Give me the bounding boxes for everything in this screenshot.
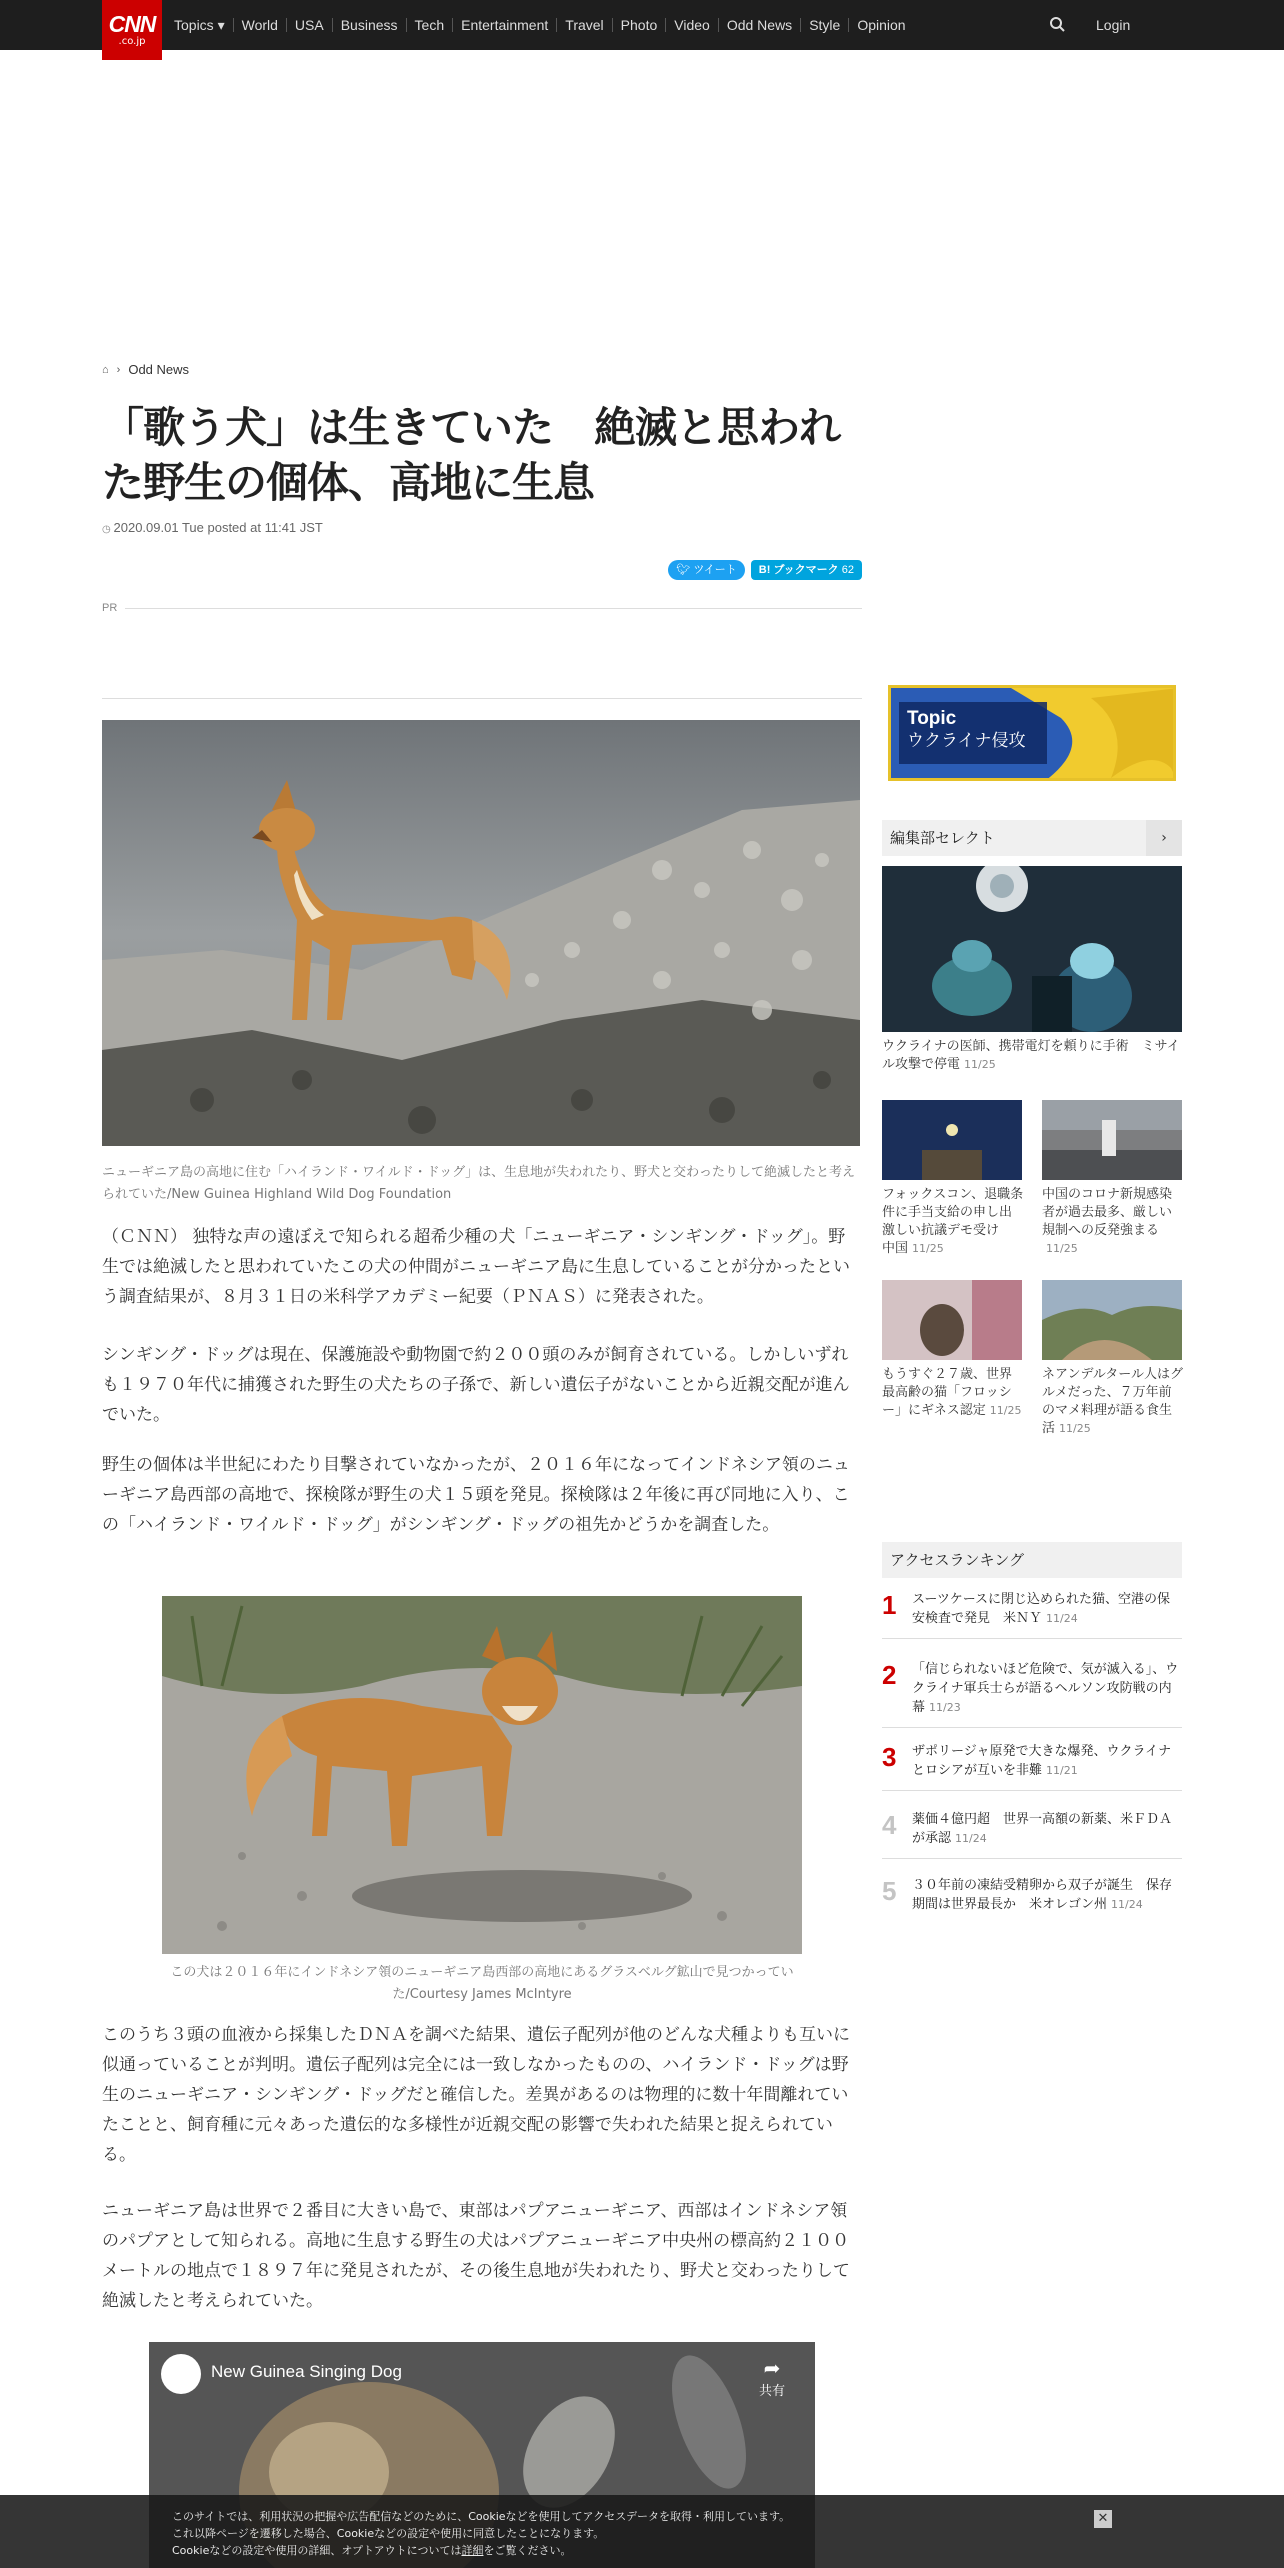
photo1-caption: ニューギニア島の高地に住む「ハイランド・ワイルド・ドッグ」は、生息地が失われたり、野犬と交わったりして絶滅したと考えられていた/New Guinea Highland Wild Dog Foundation <box>102 1165 855 1202</box>
access-ranking-heading: アクセスランキング <box>882 1542 1182 1578</box>
hatena-bookmark-button[interactable]: B! ブックマーク 62 <box>751 560 862 580</box>
cookie-details-link[interactable]: 詳細 <box>461 2544 484 2557</box>
pr-divider <box>102 602 862 614</box>
article-paragraph-3: 野生の個体は半世紀にわたり目撃されていなかったが、２０１６年になってインドネシア領のニューギニア島西部の高地で、探検隊が野生の犬１５頭を発見。探検隊は２年後に再び同地に入り、この「ハイランド・ワイルド・ドッグ」がシンギング・ドッグの祖先かどうかを調査した。 <box>102 1455 850 1535</box>
editors-item-image[interactable] <box>1042 1100 1182 1180</box>
article-date: ◷ 2020.09.01 Tue posted at 11:41 JST <box>102 520 323 535</box>
nav-item-topics[interactable]: Topics ▾ <box>174 17 225 33</box>
article-title: 「歌う犬」は生きていた 絶滅と思われた野生の個体、高地に生息 <box>102 403 841 507</box>
video-share-button[interactable]: ➦ 共有 <box>758 2356 785 2399</box>
article-paragraph-1: （ＣＮＮ） 独特な声の遠ぼえで知られる超希少種の犬「ニューギニア・シンギング・ドッグ」。野生では絶滅したと思われていたこの犬の仲間がニューギニア島に生息していることが分かったという調査結果が、８月３１日の米科学アカデミー紀要（ＰＮＡＳ）に発表された。 <box>102 1227 850 1307</box>
editors-item-caption[interactable]: フォックスコン、退職条件に手当支給の申し出 激しい抗議デモ受け 中国 11/25 <box>882 1187 1026 1256</box>
twitter-icon: 🐦︎ <box>676 564 694 576</box>
article-paragraph-4: このうち３頭の血液から採集したＤＮＡを調べた結果、遺伝子配列が他のどんな犬種よりも互いに似通っていることが判明。遺伝子配列は完全には一致しなかったものの、ハイランド・ドッグは野生のニューギニア・シンギング・ドッグだと確信した。差異があるのは物理的に数十年間離れていたことと、飼育種に元々あった遺伝的な多様性が近親交配の影響で失われた結果と捉えられている。 <box>102 2025 850 2165</box>
dog-on-rocks-image <box>102 720 860 1146</box>
cnn-logo[interactable]: CNN .co.jp <box>102 0 162 60</box>
nav-item-world[interactable]: World <box>233 18 286 32</box>
main-nav <box>168 0 914 50</box>
login-link[interactable]: Login <box>1096 17 1131 33</box>
editors-item-caption[interactable]: もうすぐ２７歳、世界最高齢の猫「フロッシー」にギネス認定 11/25 <box>882 1367 1022 1418</box>
chevron-right-icon: › <box>116 363 121 376</box>
clock-icon: ◷ <box>102 524 114 535</box>
breadcrumb-category[interactable]: Odd News <box>128 362 190 377</box>
editors-select-heading: 編集部セレクト › <box>882 820 1182 856</box>
channel-avatar[interactable] <box>161 2354 201 2394</box>
tweet-button[interactable]: 🐦︎ ツイート <box>668 560 744 580</box>
ranking-item[interactable]: 3 ザポリージャ原発で大きな爆発、ウクライナとロシアが互いを非難 11/21 <box>882 1742 1182 1791</box>
editors-item-caption[interactable]: ネアンデルタール人はグルメだった、７万年前のマメ料理が語る食生活 11/25 <box>1042 1367 1184 1436</box>
nav-item-odd-news[interactable]: Odd News <box>718 18 800 32</box>
share-buttons <box>668 560 862 580</box>
top-nav-bar <box>0 0 1284 50</box>
article-photo-dog-mine <box>162 1596 802 1954</box>
ranking-item[interactable]: 1 スーツケースに閉じ込められた猫、空港の保安検査で発見 米ＮＹ 11/24 <box>882 1590 1182 1639</box>
nav-item-travel[interactable]: Travel <box>556 18 611 32</box>
ranking-item[interactable]: 4 薬価４億円超 世界一高額の新薬、米ＦＤＡが承認 11/24 <box>882 1810 1182 1859</box>
photo2-caption: この犬は２０１６年にインドネシア領のニューギニア島西部の高地にあるグラスベルグ鉱山で見つかっていた/Courtesy James McIntyre <box>170 1965 794 2002</box>
ranking-item[interactable]: 5 ３０年前の凍結受精卵から双子が誕生 保存期間は世界最長か 米オレゴン州 11/24 <box>882 1876 1173 1912</box>
home-icon[interactable]: ⌂ <box>102 363 109 376</box>
editors-item-image[interactable] <box>1042 1280 1182 1360</box>
editors-main-image[interactable] <box>882 866 1182 1032</box>
video-title[interactable]: New Guinea Singing Dog <box>211 2362 402 2381</box>
close-icon[interactable]: ✕ <box>1094 2510 1112 2528</box>
topic-title: ウクライナ侵攻 <box>907 731 1026 751</box>
topic-label: Topic <box>907 708 957 729</box>
bookmark-count: 62 <box>841 564 854 576</box>
nav-item-usa[interactable]: USA <box>286 18 332 32</box>
pr-label: PR <box>102 602 118 614</box>
editors-item-image[interactable] <box>882 1280 1022 1360</box>
editors-item-image[interactable] <box>882 1100 1022 1180</box>
nav-item-tech[interactable]: Tech <box>406 18 453 32</box>
nav-item-style[interactable]: Style <box>800 18 848 32</box>
divider <box>102 698 862 699</box>
article-paragraph-2: シンギング・ドッグは現在、保護施設や動物園で約２００頭のみが飼育されている。しかしいずれも１９７０年代に捕獲された野生の犬たちの子孫で、新しい遺伝子がないことから近親交配が進んでいた。 <box>102 1345 850 1425</box>
dog-on-gravel-image <box>162 1596 802 1954</box>
ranking-item[interactable]: 2 「信じられないほど危険で、気が滅入る」、ウクライナ軍兵士らが語るヘルソン攻防戦の内幕 11/23 <box>882 1660 1182 1728</box>
search-icon[interactable] <box>1048 15 1068 35</box>
nav-item-video[interactable]: Video <box>665 18 718 32</box>
share-arrow-icon: ➦ <box>763 2356 781 2380</box>
nav-item-entertainment[interactable]: Entertainment <box>452 18 556 32</box>
cookie-consent-banner: このサイトでは、利用状況の把握や広告配信などのために、Cookieなどを使用してアクセスデータを取得・利用しています。 これ以降ページを遷移した場合、Cookieなどの設定や使用に同意したことになります。 Cookieなどの設定や使用の詳細、オプトアウトについては詳細をご覧ください。 ✕ <box>0 2495 1284 2568</box>
chevron-right-icon[interactable]: › <box>1146 820 1182 856</box>
nav-item-photo[interactable]: Photo <box>612 18 666 32</box>
topic-banner-ukraine[interactable] <box>888 685 1176 781</box>
article-photo-wild-dog-rocks <box>102 720 860 1146</box>
nav-item-opinion[interactable]: Opinion <box>848 18 913 32</box>
editors-item-caption[interactable]: 中国のコロナ新規感染者が過去最多、厳しい規制への反発強まる11/25 <box>1042 1187 1173 1255</box>
editors-main-caption[interactable]: ウクライナの医師、携帯電灯を頼りに手術 ミサイル攻撃で停電 11/25 <box>882 1039 1180 1072</box>
nav-item-business[interactable]: Business <box>332 18 406 32</box>
breadcrumb <box>102 362 189 377</box>
article-paragraph-5: ニューギニア島は世界で２番目に大きい島で、東部はパプアニューギニア、西部はインドネシア領のパプアとして知られる。高地に生息する野生の犬はパプアニューギニア中央州の標高約２１００メートルの地点で１８９７年に発見されたが、その後生息地が失われたり、野犬と交わったりして絶滅したと考えられていた。 <box>102 2201 850 2311</box>
